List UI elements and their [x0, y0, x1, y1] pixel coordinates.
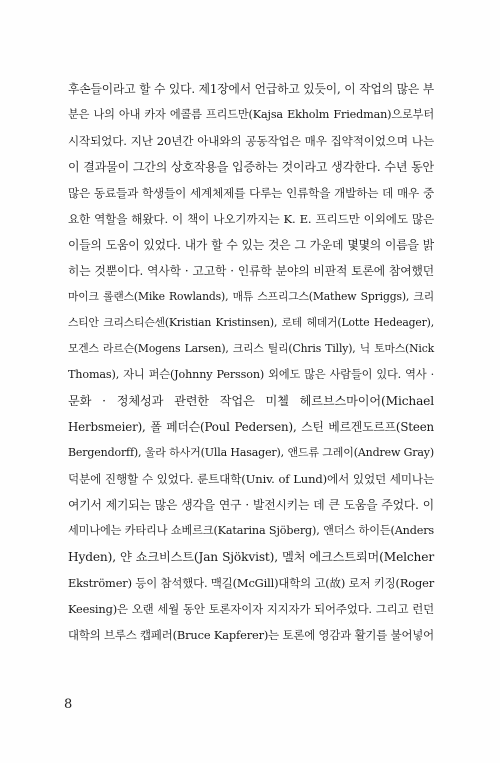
text-line: 문화 · 정체성과 관련한 작업은 미첼 헤르브스마이어(Michael	[68, 394, 434, 408]
text-line: 모겐스 라르슨(Mogens Larsen), 크리스 틸리(Chris Tilly), 닉 토마스(Nick	[68, 342, 434, 355]
text-line: 히는 것뿐이다. 역사학 · 고고학 · 인류학 분야의 비판적 토론에 참여했던	[68, 264, 434, 278]
text-line: 이 결과물이 그간의 상호작용을 입증하는 것이라고 생각한다. 수년 동안	[68, 160, 434, 174]
text-line: Hyden), 얀 쇼크비스트(Jan Sjökvist), 멜처 에크스트뢰머(Melcher	[68, 550, 434, 564]
text-line: Thomas), 자니 퍼슨(Johnny Persson) 외에도 많은 사람들이 있다. 역사 ·	[68, 368, 434, 381]
body-text	[68, 76, 434, 648]
text-line: 대학의 브루스 캡페러(Bruce Kapferer)는 토론에 영감과 활기를 불어넣어	[68, 628, 435, 642]
text-line: 마이크 롤랜스(Mike Rowlands), 매튜 스프리그스(Mathew Spriggs), 크리	[68, 290, 434, 303]
text-line: 이들의 도움이 있었다. 내가 할 수 있는 것은 그 가운데 몇몇의 이름을 밝	[68, 238, 434, 252]
text-line: Herbsmeier), 폴 페더슨(Poul Pedersen), 스틴 베르겐도르프(Steen	[68, 420, 434, 434]
page-number: 8	[64, 697, 73, 712]
text-line: 후손들이라고 할 수 있다. 제1장에서 언급하고 있듯이, 이 작업의 많은 부	[68, 82, 434, 96]
text-line: Keesing)은 오랜 세월 동안 토론자이자 지지자가 되어주었다. 그리고 런던	[68, 602, 434, 616]
text-line: 여기서 제기되는 많은 생각을 연구 · 발전시키는 데 큰 도움을 주었다. 이	[68, 498, 434, 512]
text-line: 많은 동료들과 학생들이 세계체제를 다루는 인류학을 개발하는 데 매우 중	[68, 186, 434, 200]
text-line: 덕분에 진행할 수 있었다. 룬트대학(Univ. of Lund)에서 있었던 세미나는	[68, 472, 434, 486]
text-line: Bergendorff), 울라 하사거(Ulla Hasager), 앤드류 그레이(Andrew Gray)	[68, 446, 434, 459]
text-line: 시작되었다. 지난 20년간 아내와의 공동작업은 매우 집약적이었으며 나는	[68, 134, 434, 148]
text-line: 세미나에는 카타리나 쇼베르크(Katarina Sjöberg), 앤더스 하이든(Anders	[68, 524, 434, 537]
text-line: 요한 역할을 해왔다. 이 책이 나오기까지는 K. E. 프리드만 이외에도 많은	[68, 212, 434, 226]
text-line: 분은 나의 아내 카자 에콜름 프리드만(Kajsa Ekholm Friedman)으로부터	[68, 108, 434, 121]
text-line: Ekströmer) 등이 참석했다. 맥길(McGill)대학의 고(故) 로저 키징(Roger	[68, 576, 434, 590]
text-line: 스티안 크리스티슨센(Kristian Kristinsen), 로테 헤데거(Lotte Hedeager),	[68, 316, 434, 329]
